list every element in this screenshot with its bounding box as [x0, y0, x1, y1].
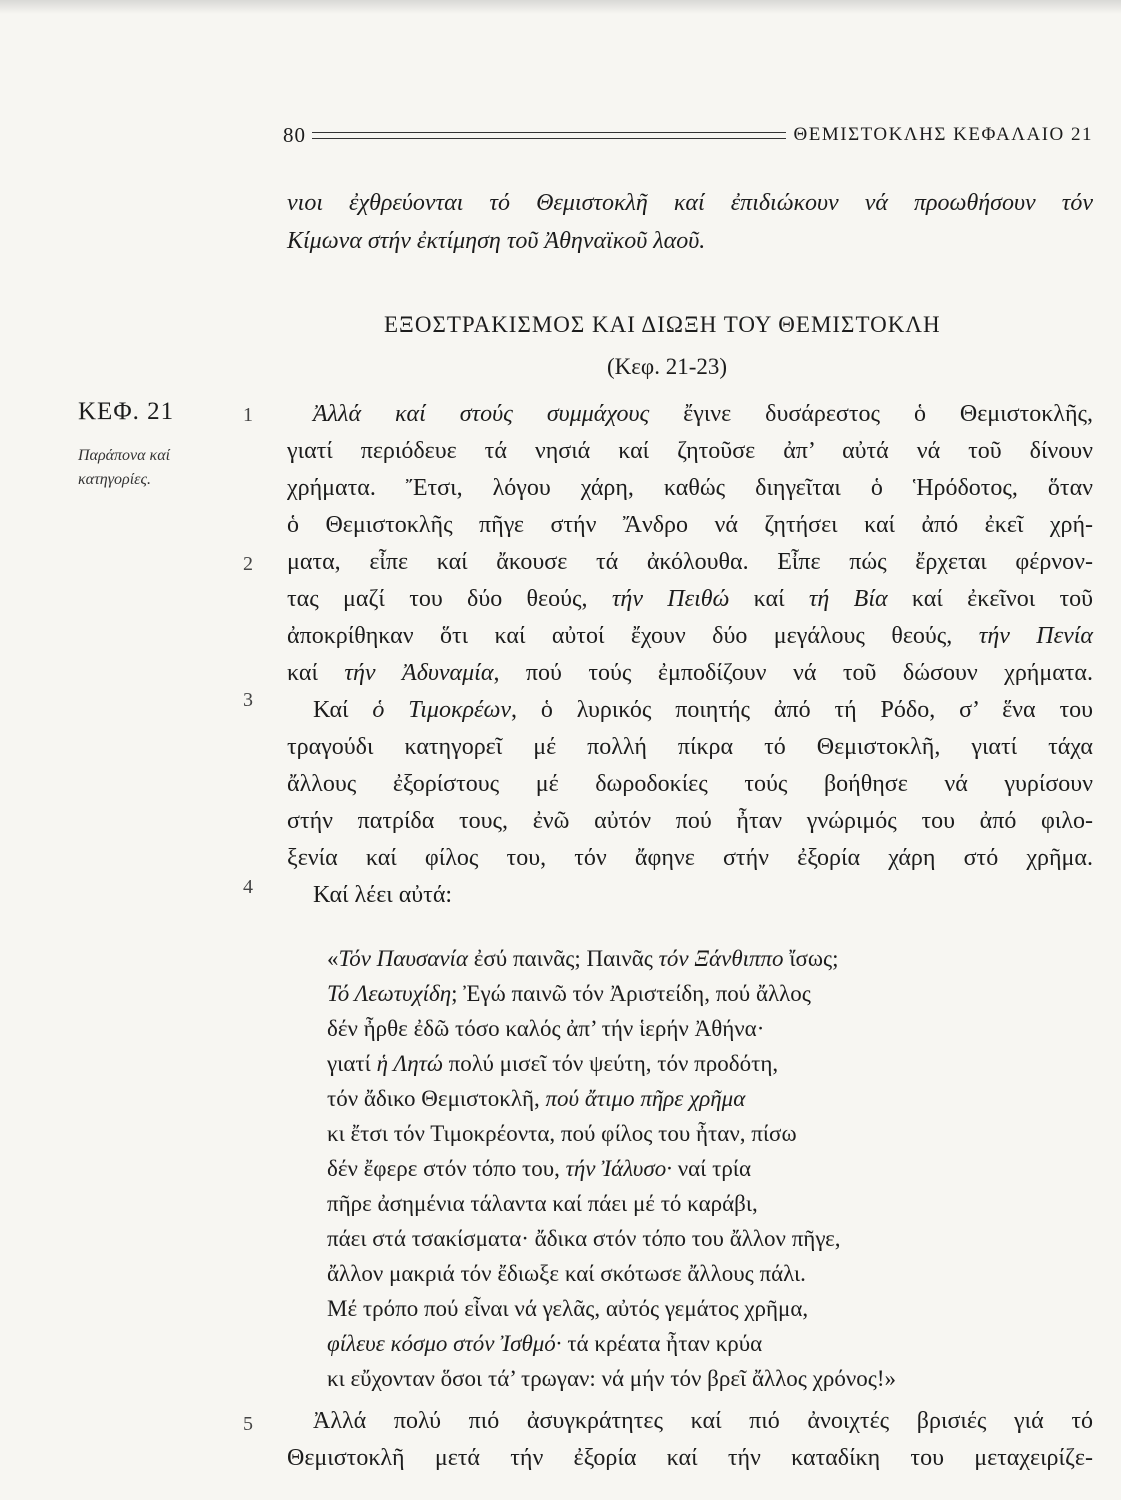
text-span: τήν Ἀδυναμία: [344, 660, 494, 686]
text-span: πολύ μισεῖ τόν ψεύτη, τόν προδότη,: [442, 1051, 779, 1076]
section-heading: ΕΞΟΣΤΡΑΚΙΣΜΟΣ ΚΑΙ ΔΙΩΞΗ ΤΟΥ ΘΕΜΙΣΤΟΚΛΗ: [384, 312, 941, 337]
chapter-label: ΚΕΦ. 21: [78, 398, 175, 425]
paragraph-number: 5: [243, 1413, 253, 1435]
verse-line: κι ἔτσι τόν Τιμοκρέοντα, πού φίλος του ἦταν, πίσω: [327, 1121, 797, 1146]
text-span: Καί: [313, 697, 373, 723]
text-span: τήν Πενία: [978, 623, 1094, 649]
verse-line: [327, 979, 811, 1009]
body-line: ἄλλους ἐξορίστους μέ δωροδοκίες τούς βοήθησε νά γυρίσουν: [287, 771, 1093, 797]
body-line: ξενία καί φίλος του, τόν ἄφηνε στήν ἐξορία χάρη στό χρῆμα.: [287, 845, 1093, 871]
text-span: φίλευε κόσμο στόν Ἰσθμό·: [327, 1331, 562, 1356]
side-note-line: Παράπονα καί: [78, 447, 171, 464]
verse-line: πῆρε ἀσημένια τάλαντα καί πάει μέ τό καράβι,: [327, 1191, 758, 1216]
body-line: τραγούδι κατηγορεῖ μέ πολλή πίκρα τό Θεμιστοκλῆ, γιατί τάχα: [287, 734, 1093, 760]
body-line: ὁ Θεμιστοκλῆς πῆγε στήν Ἄνδρο νά ζητήσει καί ἀπό ἐκεῖ χρή-: [287, 512, 1093, 538]
text-span: δέν ἔφερε στόν τόπο του,: [327, 1156, 566, 1181]
verse-line: [327, 1049, 778, 1079]
running-head-title: ΘΕΜΙΣΤΟΚΛΗΣ ΚΕΦΑΛΑΙΟ 21: [793, 124, 1093, 145]
text-span: πού ἄτιμο πῆρε χρῆμα: [545, 1086, 746, 1111]
body-line: [287, 582, 1093, 616]
verse-line: [327, 1154, 751, 1184]
body-line: [287, 619, 1093, 653]
body-line: χρήματα. Ἔτσι, λόγου χάρη, καθώς διηγεῖται ὁ Ἡρόδοτος, ὅταν: [287, 475, 1093, 501]
section-subheading: (Κεφ. 21-23): [607, 354, 728, 379]
side-note-line: κατηγορίες.: [78, 471, 151, 488]
text-span: Τόν Παυσανία: [338, 946, 468, 971]
text-span: ἴσως;: [783, 946, 839, 971]
running-head: [283, 120, 1093, 150]
text-span: ἐσύ παινᾶς; Παινᾶς: [468, 946, 659, 971]
body-line: ματα, εἶπε καί ἄκουσε τά ἀκόλουθα. Εἶπε πώς ἔρχεται φέρνον-: [287, 549, 1093, 575]
verse-line: [327, 1084, 745, 1114]
verse-line: [327, 1329, 762, 1359]
paragraph-number: 4: [243, 876, 253, 898]
text-span: ἔγινε δυσάρεστος ὁ Θεμιστοκλῆς,: [649, 401, 1093, 427]
text-span: ; Ἐγώ παινῶ τόν Ἀριστείδη, πού ἄλλος: [451, 981, 811, 1006]
body-line: [313, 693, 1093, 727]
header-rule: [312, 132, 786, 139]
text-span: τά κρέατα ἦταν κρύα: [561, 1331, 763, 1356]
paragraph-number: 3: [243, 689, 253, 711]
verse-line: δέν ἦρθε ἐδῶ τόσο καλός ἀπ’ τήν ἱερήν Ἀθήνα·: [327, 1016, 765, 1041]
text-span: τόν ἄδικο Θεμιστοκλῆ,: [327, 1086, 546, 1111]
text-span: ναί τρία: [671, 1156, 752, 1181]
text-span: τόν Ξάνθιππο: [658, 946, 784, 971]
verse-line: ἄλλον μακριά τόν ἔδιωξε καί σκότωσε ἄλλους πάλι.: [327, 1261, 806, 1286]
paragraph-number: 2: [243, 553, 253, 575]
page-number: 80: [283, 122, 306, 147]
text-span: Ἀλλά καί στούς συμμάχους: [313, 401, 650, 427]
paragraph-number: 1: [243, 404, 253, 426]
text-span: ἀποκρίθηκαν ὅτι καί αὐτοί ἔχουν δύο μεγάλους θεούς,: [287, 623, 979, 649]
body-line: Ἀλλά πολύ πιό ἀσυγκράτητες καί πιό ἀνοιχτές βρισιές γιά τό: [313, 1408, 1093, 1434]
verse-line: [327, 944, 839, 974]
verse-line: πάει στά τσακίσματα· ἄδικα στόν τόπο του ἄλλον πῆγε,: [327, 1226, 841, 1251]
text-span: ὁ Τιμοκρέων: [372, 697, 512, 723]
text-span: καί ἐκεῖνοι τοῦ: [887, 586, 1093, 612]
text-span: τή Βία: [808, 586, 888, 612]
body-line: γιατί περιόδευε τά νησιά καί ζητοῦσε ἀπ’ αὐτά νά τοῦ δίνουν: [287, 438, 1093, 464]
text-span: Τό Λεωτυχίδη: [327, 981, 452, 1006]
verse-line: Μέ τρόπο πού εἶναι νά γελᾶς, αὐτός γεμάτος χρῆμα,: [327, 1296, 809, 1321]
body-line: [313, 397, 1093, 431]
text-span: καί: [287, 660, 345, 686]
text-span: , ὁ λυρικός ποιητής ἀπό τή Ρόδο, σ’ ἕνα του: [511, 697, 1093, 723]
intro-line: Κίμωνα στήν ἐκτίμηση τοῦ Ἀθηναϊκοῦ λαοῦ.: [287, 228, 706, 254]
page-top-edge: [0, 0, 1121, 14]
body-line: Καί λέει αὐτά:: [313, 882, 453, 908]
intro-line: νιοι ἐχθρεύονται τό Θεμιστοκλῆ καί ἐπιδιώκουν νά προωθήσουν τόν: [287, 190, 1093, 216]
text-span: τήν Ἰάλυσο·: [565, 1156, 672, 1181]
text-span: «: [327, 946, 339, 971]
verse-line: κι εὔχονταν ὅσοι τά’ τρωγαν: νά μήν τόν βρεῖ ἄλλος χρόνος!»: [327, 1366, 897, 1391]
text-span: ἡ Λητώ: [376, 1051, 443, 1076]
text-span: τας μαζί του δύο θεούς,: [287, 586, 612, 612]
text-span: γιατί: [327, 1051, 377, 1076]
text-span: καί: [729, 586, 809, 612]
body-line: στήν πατρίδα τους, ἐνῶ αὐτόν πού ἦταν γνώριμός του ἀπό φιλο-: [287, 808, 1093, 834]
body-line: [287, 656, 1093, 690]
text-span: , πού τούς ἐμποδίζουν νά τοῦ δώσουν χρήματα.: [493, 660, 1094, 686]
text-span: τήν Πειθώ: [611, 586, 730, 612]
body-line: Θεμιστοκλῆ μετά τήν ἐξορία καί τήν καταδίκη του μεταχειρίζε-: [287, 1445, 1093, 1471]
